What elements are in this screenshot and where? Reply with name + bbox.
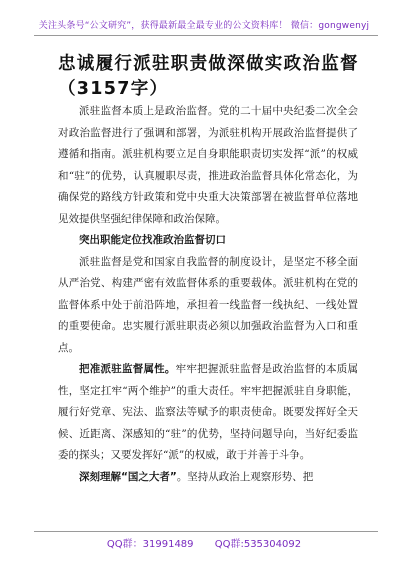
- paragraph-3-text: 。坚持从政治上观察形势、把: [176, 470, 314, 483]
- paragraph-3: [58, 467, 358, 489]
- section-paragraph: 派驻监督是党和国家自我监督的制度设计，是坚定不移全面从严治党、构建严密有效监督体系的重要载体。派驻机构在党的监督体系中处于前沿阵地，承担着一线监督一线执纪、一线处置的重要使命。忠实履行派驻职责必须以加强政治监督为入口和重点。: [58, 255, 358, 354]
- section-heading: 突出职能定位找准政治监督切口: [79, 234, 226, 246]
- footer-qq-group-2: QQ群:535304092: [214, 539, 302, 550]
- paragraph-2-lead: 把准派驻监督属性。: [79, 363, 176, 375]
- document-title: 忠诚履行派驻职责做深做实政治监督（3157字）: [58, 54, 359, 99]
- document-body: [58, 101, 358, 488]
- intro-paragraph: 派驻监督本质上是政治监督。党的二十届中央纪委二次全会对政治监督进行了强调和部署，为派驻机构开展政治监督提供了遵循和指南。派驻机构要立足自身职能职责切实发挥“派”的权威和“驻”的优势，认真履职尽责，推进政治监督具体化常态化，为确保党的路线方针政策和党中央重大决策部署在被监督单位落地见效提供坚强纪律保障和政治保障。: [58, 105, 358, 225]
- paragraph-2-text: 牢牢把握派驻监督是政治监督的本质属性，坚定扛牢“两个维护”的重大责任。牢牢把握派驻自身职能，履行好党章、宪法、监察法等赋予的职责使命。既要发挥好全天候、近距离、深感知的“驻”的优势，坚持问题导向，当好纪委监委的探头；又要发挥好“派”的权威，敢于并善于斗争。: [58, 363, 359, 461]
- footer: [0, 535, 408, 550]
- header-banner: 关注头条号“公文研究”，获得最新最全最专业的公文资料库！ 微信：gongwenyj: [38, 21, 370, 31]
- paragraph-2: [58, 359, 358, 467]
- paragraph-3-lead: 深刻理解“国之大者”: [79, 470, 177, 483]
- footer-divider: [34, 531, 378, 532]
- footer-qq-group-1: QQ群：31991489: [106, 539, 194, 550]
- header-divider: [34, 35, 378, 36]
